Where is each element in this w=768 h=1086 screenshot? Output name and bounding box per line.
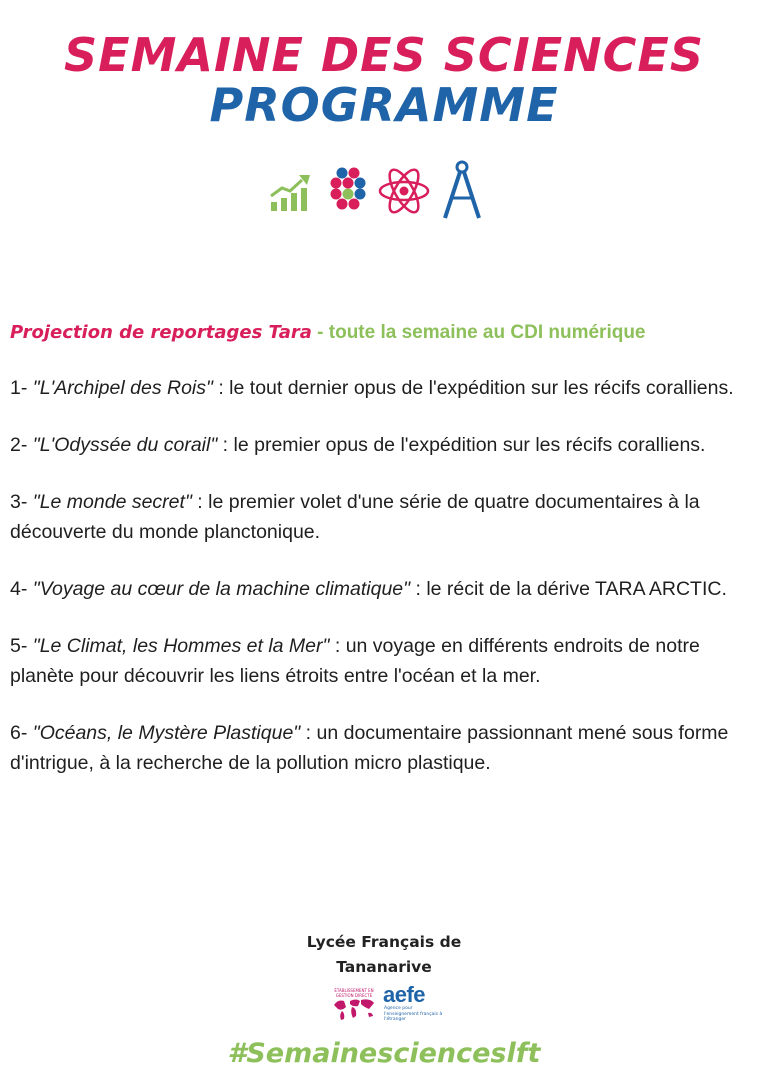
section-title: Projection de reportages Tara <box>10 322 312 343</box>
title-line-2: PROGRAMME <box>209 78 559 132</box>
entry-title: "Voyage au cœur de la machine climatique" <box>32 578 411 600</box>
list-item: 2- "L'Odyssée du corail" : le premier opus de l'expédition sur les récifs coralliens. <box>10 434 706 456</box>
section-heading <box>10 322 750 344</box>
title-line-1: SEMAINE DES SCIENCES <box>64 28 704 82</box>
compass-icon <box>440 160 484 222</box>
list-item: 6- "Océans, le Mystère Plastique" : un documentaire passionnant mené sous forme d'intrigue, à la recherche de la pollution micro plastique. <box>10 722 729 774</box>
aefe-logo-name: aefe <box>383 982 426 1007</box>
entry-title: "L'Odyssée du corail" <box>32 434 218 456</box>
logo-world-text: ÉTABLISSEMENT EN GESTION DIRECTE <box>334 988 374 998</box>
aefe-logo-subtitle: Agence pour l'enseignement français à l'étranger <box>384 1006 443 1022</box>
entry-title: "Le monde secret" <box>32 491 192 513</box>
atom-icon <box>376 164 432 218</box>
list-item: 3- "Le monde secret" : le premier volet d'une série de quatre documentaires à la découverte du monde planctonique. <box>10 491 700 543</box>
list-item: 1- "L'Archipel des Rois" : le tout dernier opus de l'expédition sur les récifs coralliens. <box>10 377 734 399</box>
list-item: 5- "Le Climat, les Hommes et la Mer" : un voyage en différents endroits de notre planète pour découvrir les liens étroits entre l'océan et la mer. <box>10 635 700 687</box>
entry-title: "Océans, le Mystère Plastique" <box>32 722 301 744</box>
entry-title: "Le Climat, les Hommes et la Mer" <box>32 635 330 657</box>
entry-title: "L'Archipel des Rois" <box>32 377 213 399</box>
science-icons <box>268 160 488 230</box>
section-subtitle: - toute la semaine au CDI numérique <box>311 322 646 343</box>
documentary-list <box>10 373 755 805</box>
hashtag: #Semainescienceslft <box>227 1038 541 1069</box>
list-item: 4- "Voyage au cœur de la machine climatique" : le récit de la dérive TARA ARCTIC. <box>10 578 727 600</box>
school-name: Lycée Français de Tananarive <box>306 933 462 976</box>
molecule-icon <box>328 166 372 216</box>
bar-chart-icon <box>268 172 316 212</box>
